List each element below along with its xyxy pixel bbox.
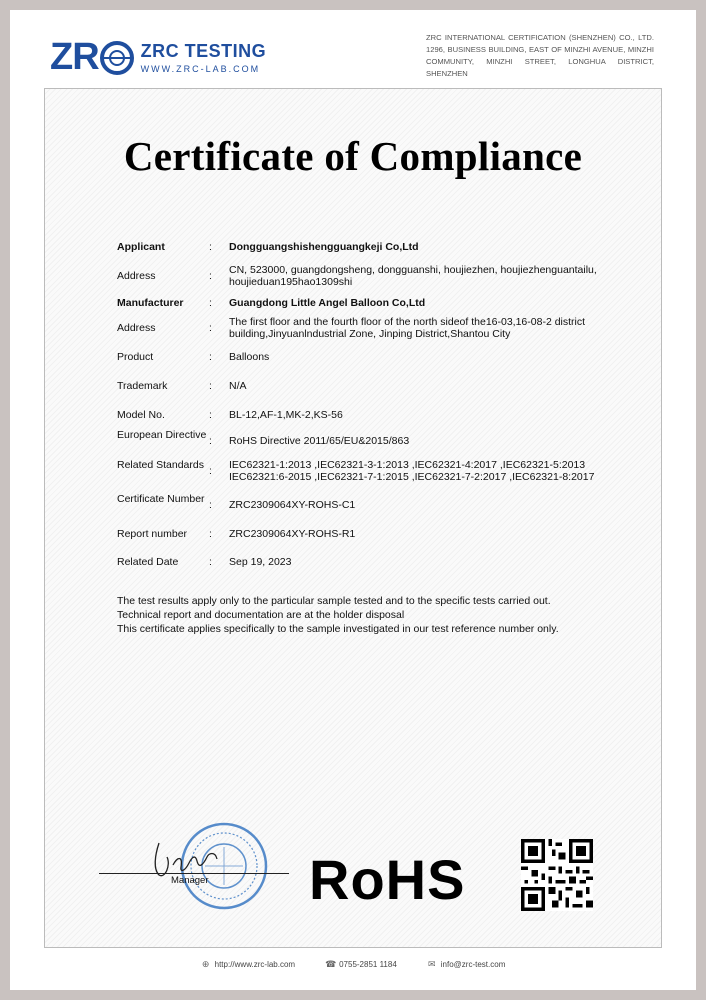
certificate-frame (44, 88, 662, 948)
field-trademark (117, 380, 619, 392)
field-label: Applicant (117, 241, 165, 253)
field-value: The first floor and the fourth floor of the north sideof the16-03,16-08-2 district building,Jinyuanlndustrial Zone, Jinping District,Shantou City (229, 316, 586, 340)
field-value: Guangdong Little Angel Balloon Co,Ltd (229, 297, 426, 309)
field-value: CN, 523000, guangdongsheng, dongguanshi, houjiezhen, houjiezhenguantailu, houjieduan195hao1309shi (229, 264, 597, 288)
qr-code-icon (521, 839, 593, 911)
brand-name: ZRC TESTING (140, 41, 267, 61)
note-line: The test results apply only to the particular sample tested and to the specific tests carried out. (117, 595, 551, 607)
field-value: N/A (229, 380, 247, 392)
field-related-date (117, 556, 619, 568)
footer-phone-text: 0755-2851 1184 (339, 960, 397, 969)
field-label: Product (117, 351, 154, 363)
field-label: Address (117, 270, 156, 282)
field-colon: : (209, 556, 212, 568)
field-colon: : (209, 270, 212, 282)
footer-email-text: info@zrc-test.com (440, 960, 506, 969)
field-label: Model No. (117, 409, 165, 421)
note-line: This certificate applies specifically to the sample investigated in our test reference number only. (117, 623, 559, 635)
field-label: Related Date (117, 556, 179, 568)
field-manufacturer (117, 297, 619, 309)
globe-icon: ⊕ (201, 959, 210, 969)
field-european-directive (117, 429, 619, 447)
email-icon: ✉ (428, 959, 436, 969)
certificate-page (10, 10, 696, 990)
zrc-logo-mark: Z R (50, 36, 135, 79)
field-label: Report number (117, 528, 188, 540)
footer-web-text: http://www.zrc-lab.com (214, 960, 296, 969)
field-value: Balloons (229, 351, 270, 363)
page-title: Certificate of Compliance (123, 133, 583, 179)
field-label: Trademark (117, 380, 168, 392)
field-colon: : (209, 409, 212, 421)
field-label: Certificate Number (117, 493, 205, 505)
field-value: Dongguangshishengguangkeji Co,Ltd (229, 241, 419, 253)
footer-email (427, 959, 506, 970)
field-colon: : (209, 351, 212, 363)
field-related-standards (117, 459, 629, 483)
field-manufacturer-address (117, 316, 619, 340)
field-colon: : (209, 528, 212, 540)
field-colon: : (209, 322, 212, 334)
field-report-number (117, 528, 619, 540)
field-colon: : (209, 499, 212, 511)
field-value: BL-12,AF-1,MK-2,KS-56 (229, 409, 343, 421)
field-applicant-address (117, 264, 619, 288)
disclaimer-notes (117, 594, 559, 636)
field-value: ZRC2309064XY-ROHS-R1 (229, 528, 356, 540)
company-address: ZRC INTERNATIONAL CERTIFICATION (SHENZHEN) CO., LTD. 1296, BUSINESS BUILDING, EAST OF MINZHI AVENUE, MINZHI COMMUNITY, MINZHI STREET, LONGHUA DISTRICT, SHENZHEN (426, 33, 654, 78)
field-value: ZRC2309064XY-ROHS-C1 (229, 499, 356, 511)
field-colon: : (209, 465, 212, 477)
logo-globe-icon (100, 41, 134, 75)
field-label: Manufacturer (117, 297, 184, 309)
brand-block (141, 41, 267, 74)
footer-web (201, 959, 295, 970)
field-value: IEC62321-1:2013 ,IEC62321-3-1:2013 ,IEC62321-4:2017 ,IEC62321-5:2013 IEC62321:6-2015 ,IEC62321-7-1:2015 ,IEC62321-7-2:2017 ,IEC62321-8:2017 (229, 459, 595, 483)
footer-contacts (10, 959, 696, 970)
field-label: Address (117, 322, 156, 334)
brand-url: WWW.ZRC-LAB.COM (140, 64, 261, 74)
signature-role: Manager (171, 875, 209, 886)
note-line: Technical report and documentation are at the holder disposal (117, 609, 405, 621)
field-label: European Directive (117, 429, 207, 441)
field-colon: : (209, 297, 212, 309)
field-product (117, 351, 619, 363)
signature-line (99, 873, 289, 874)
field-value: RoHS Directive 2011/65/EU&2015/863 (229, 435, 410, 447)
field-applicant (117, 241, 619, 253)
field-model-no (117, 409, 619, 421)
field-label: Related Standards (117, 459, 204, 471)
zrc-logo (50, 36, 266, 79)
field-certificate-number (117, 493, 619, 511)
field-value: Sep 19, 2023 (229, 556, 292, 568)
field-colon: : (209, 435, 212, 447)
phone-icon: ☎ (325, 959, 337, 969)
field-colon: : (209, 241, 212, 253)
footer-phone (325, 959, 397, 970)
field-colon: : (209, 380, 212, 392)
rohs-mark: RoHS (309, 848, 466, 911)
